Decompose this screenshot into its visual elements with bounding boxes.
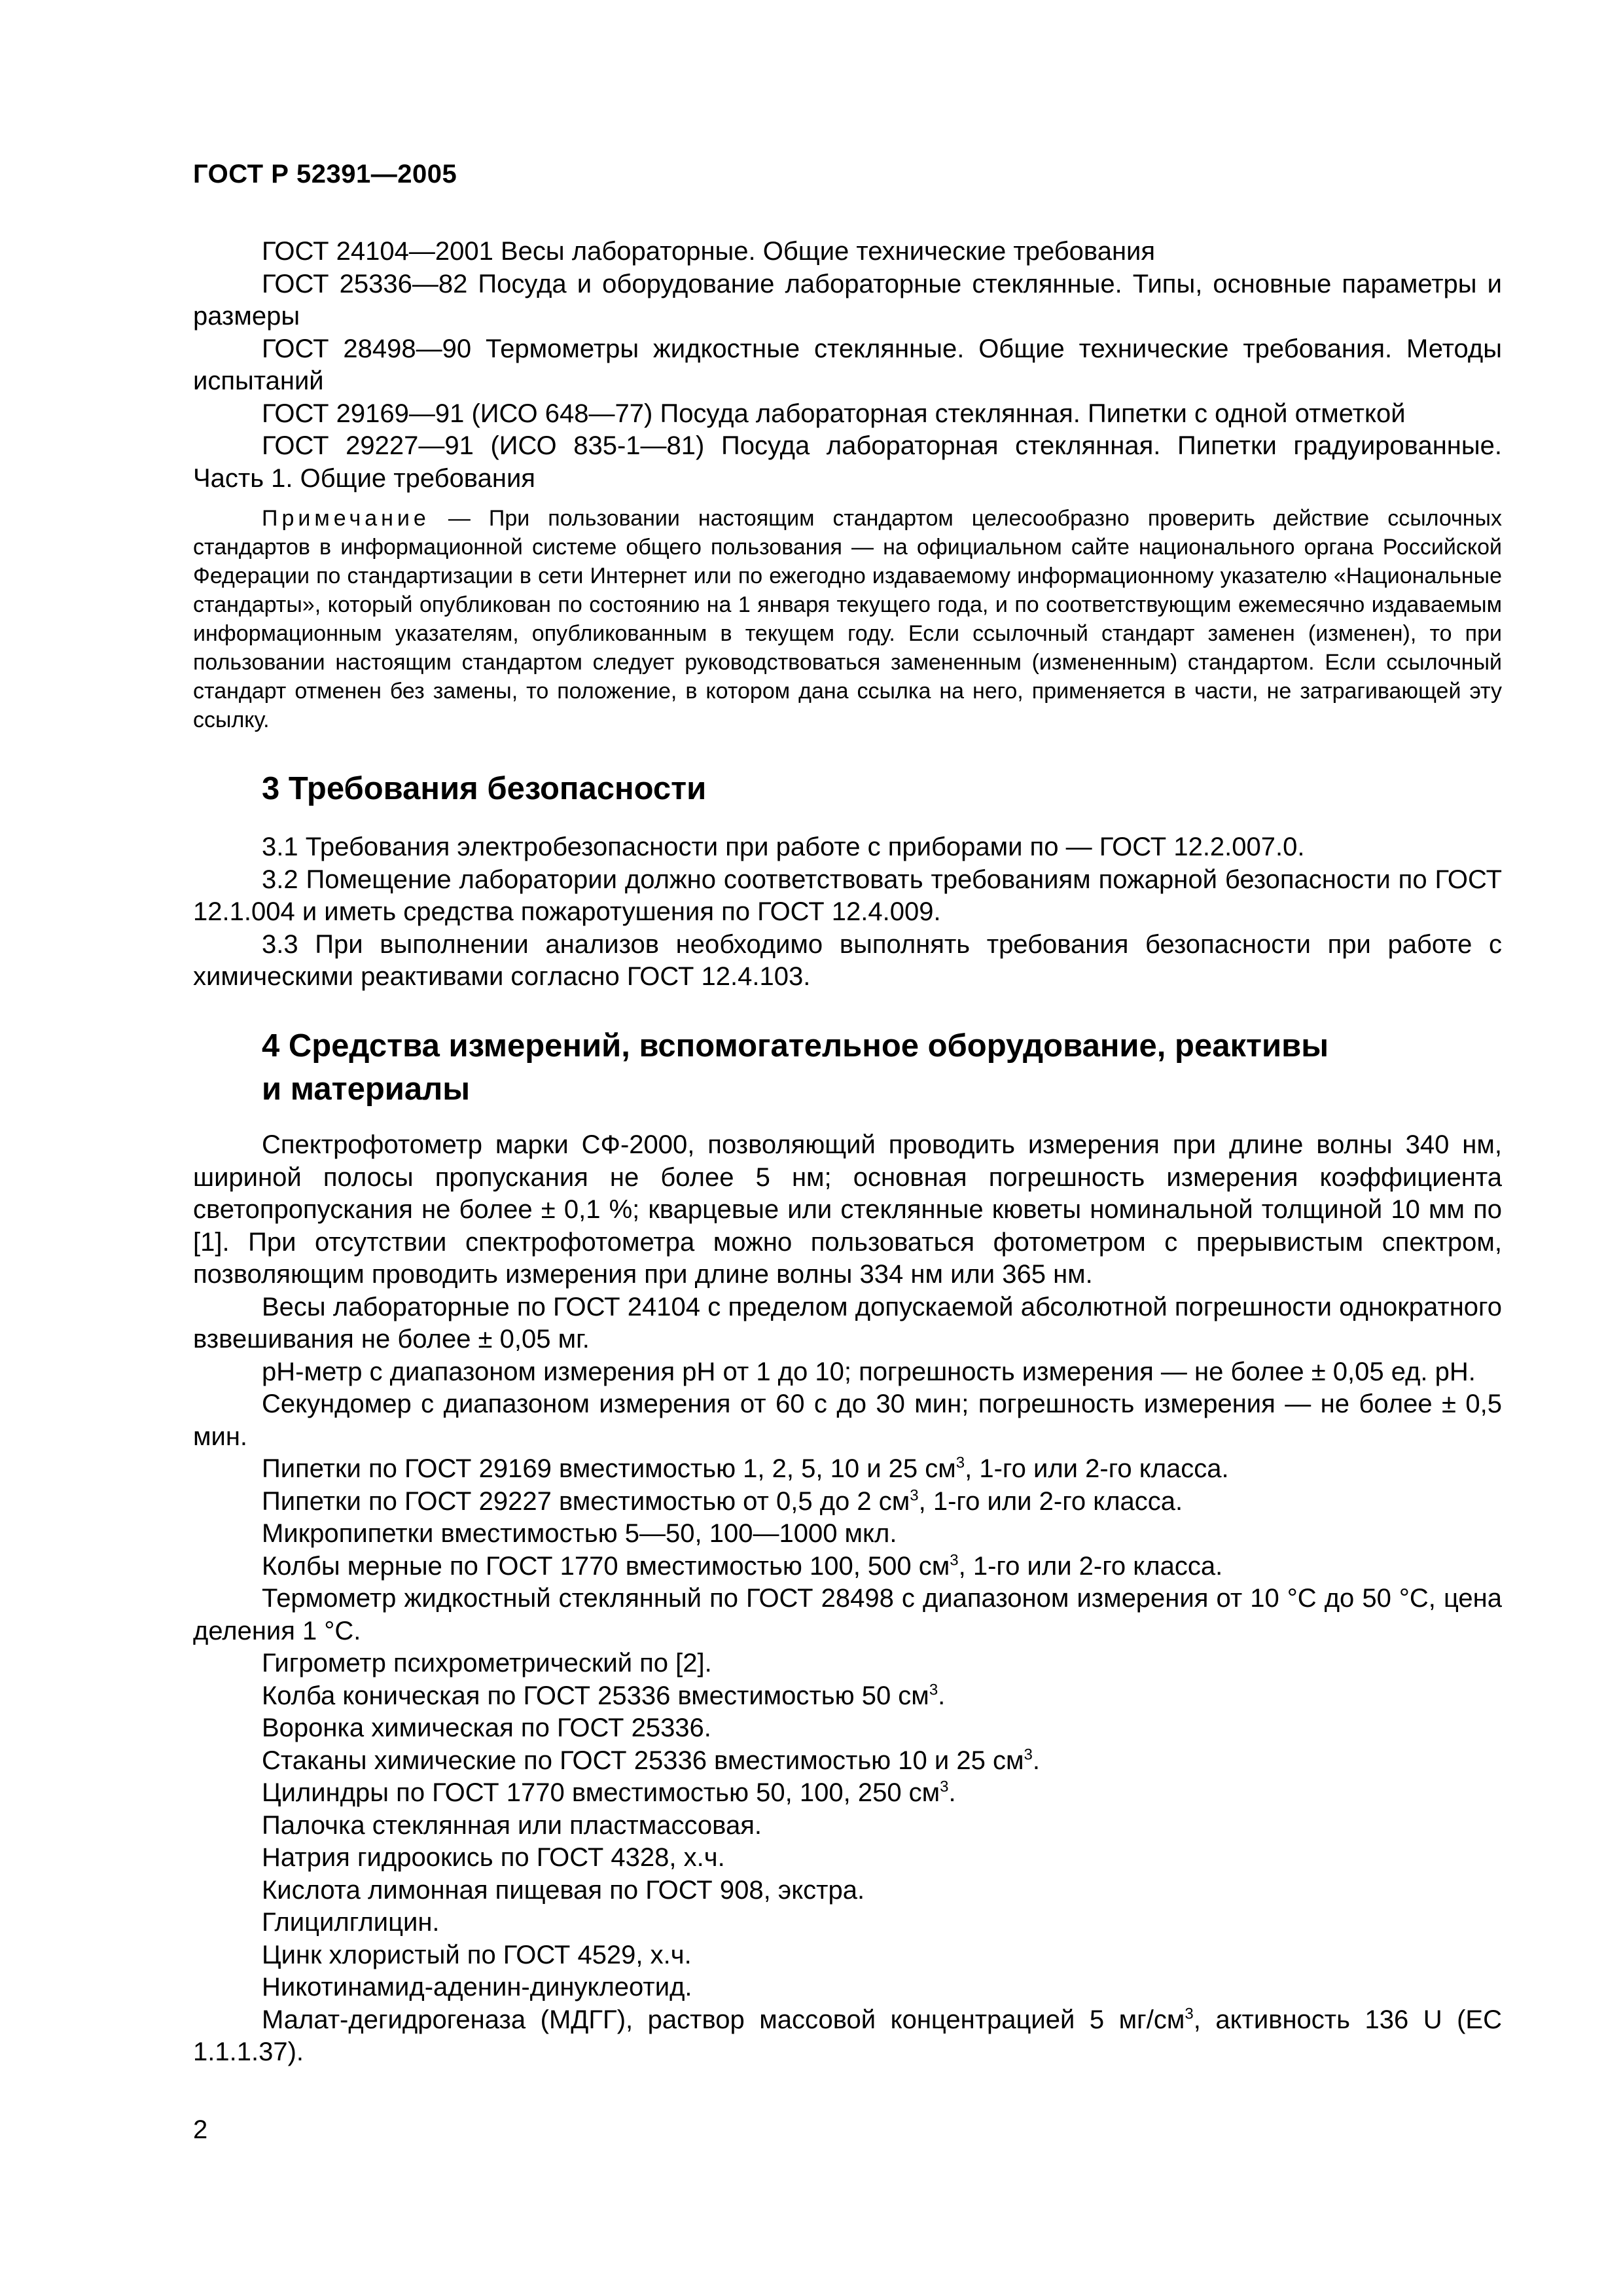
equipment-item bbox=[193, 1842, 1502, 1874]
note-label: Примечание bbox=[262, 506, 430, 531]
equipment-item-text: Воронка химическая по ГОСТ 25336. bbox=[262, 1713, 711, 1742]
equipment-item bbox=[193, 1486, 1502, 1518]
equipment-item-tail: , 1-го или 2-го класса. bbox=[918, 1486, 1183, 1516]
equipment-item-text: рН-метр с диапазоном измерения рН от 1 до 10; погрешность измерения — не более ± 0,05 ед. рН. bbox=[262, 1357, 1476, 1386]
superscript: 3 bbox=[929, 1681, 938, 1699]
note-text: — При пользовании настоящим стандартом целесообразно проверить действие ссылочных стандартов в информационной системе общего пользования — на официальном сайте национального органа Российской Федерации по стандартизации в сети Интернет или по ежегодно издаваемому информационному указателю «Национальные стандарты», который опубликован по состоянию на 1 января текущего года, и по соответствующим ежемесячно издаваемым информационным указателям, опубликованным в текущем году. Если ссылочный стандарт заменен (изменен), то при пользовании настоящим стандартом следует руководствоваться замененным (измененным) стандартом. Если ссылочный стандарт отменен без замены, то положение, в котором дана ссылка на него, применяется в части, не затрагивающей эту ссылку. bbox=[193, 506, 1502, 732]
equipment-item-text: Пипетки по ГОСТ 29227 вместимостью от 0,5 до 2 см bbox=[262, 1486, 910, 1516]
equipment-item-tail: , 1-го или 2-го класса. bbox=[958, 1551, 1223, 1581]
note-paragraph bbox=[193, 504, 1502, 734]
superscript: 3 bbox=[955, 1454, 965, 1472]
equipment-item bbox=[193, 1907, 1502, 1939]
equipment-item bbox=[193, 1777, 1502, 1810]
equipment-item bbox=[193, 1518, 1502, 1551]
superscript: 3 bbox=[910, 1486, 919, 1505]
superscript: 3 bbox=[1024, 1746, 1033, 1764]
equipment-item-tail: , 1-го или 2-го класса. bbox=[965, 1454, 1229, 1483]
equipment-item bbox=[193, 1551, 1502, 1583]
equipment-item bbox=[193, 1939, 1502, 1972]
superscript: 3 bbox=[1185, 2005, 1194, 2023]
equipment-item-text: Натрия гидроокись по ГОСТ 4328, х.ч. bbox=[262, 1843, 725, 1872]
equipment-item bbox=[193, 1810, 1502, 1842]
references-block bbox=[193, 236, 1502, 495]
equipment-item bbox=[193, 1129, 1502, 1291]
equipment-item-tail: . bbox=[1032, 1746, 1040, 1775]
equipment-list bbox=[193, 1129, 1502, 2069]
equipment-item-text: Палочка стеклянная или пластмассовая. bbox=[262, 1810, 762, 1840]
equipment-item-text: Глицилглицин. bbox=[262, 1908, 440, 1937]
equipment-item bbox=[193, 1388, 1502, 1453]
equipment-item-text: Весы лабораторные по ГОСТ 24104 с пределом допускаемой абсолютной погрешности однократного взвешивания не более ± 0,05 мг. bbox=[193, 1292, 1502, 1354]
equipment-item-text: Термометр жидкостный стеклянный по ГОСТ 28498 с диапазоном измерения от 10 °С до 50 °С, цена деления 1 °С. bbox=[193, 1584, 1502, 1645]
equipment-item-text: Стаканы химические по ГОСТ 25336 вместимостью 10 и 25 см bbox=[262, 1746, 1024, 1775]
equipment-item bbox=[193, 1291, 1502, 1356]
section-heading-line: и материалы bbox=[262, 1071, 471, 1107]
equipment-item-text: Гигрометр психрометрический по [2]. bbox=[262, 1649, 712, 1677]
section-heading: 3 Требования безопасности bbox=[262, 771, 707, 806]
section-heading-line: 4 Средства измерений, вспомогательное оборудование, реактивы bbox=[262, 1028, 1329, 1064]
equipment-item bbox=[193, 1874, 1502, 1907]
reference-item: ГОСТ 25336—82 Посуда и оборудование лабораторные стеклянные. Типы, основные параметры и размеры bbox=[193, 269, 1502, 331]
equipment-item-text: Пипетки по ГОСТ 29169 вместимостью 1, 2, 5, 10 и 25 см bbox=[262, 1454, 956, 1483]
section-paragraph: 3.2 Помещение лаборатории должно соответствовать требованиям пожарной безопасности по ГОСТ 12.1.004 и иметь средства пожаротушения по ГОСТ 12.4.009. bbox=[193, 865, 1502, 926]
reference-item: ГОСТ 24104—2001 Весы лабораторные. Общие технические требования bbox=[262, 237, 1156, 266]
equipment-item-text: Кислота лимонная пищевая по ГОСТ 908, экстра. bbox=[262, 1875, 865, 1905]
equipment-item bbox=[193, 1971, 1502, 2004]
section-heading bbox=[193, 1024, 1502, 1111]
reference-item: ГОСТ 29227—91 (ИСО 835-1—81) Посуда лабораторная стеклянная. Пипетки градуированные. Часть 1. Общие требования bbox=[193, 431, 1502, 493]
section-4 bbox=[193, 1024, 1502, 2069]
equipment-item-text: Цинк хлористый по ГОСТ 4529, х.ч. bbox=[262, 1940, 692, 1969]
equipment-item-tail: . bbox=[938, 1681, 946, 1710]
section-paragraph: 3.3 При выполнении анализов необходимо выполнять требования безопасности при работе с химическими реактивами согласно ГОСТ 12.4.103. bbox=[193, 929, 1502, 991]
document-header: ГОСТ Р 52391—2005 bbox=[193, 160, 457, 188]
superscript: 3 bbox=[940, 1778, 949, 1796]
equipment-item-text: Колбы мерные по ГОСТ 1770 вместимостью 100, 500 см bbox=[262, 1551, 950, 1581]
superscript: 3 bbox=[950, 1551, 959, 1570]
equipment-item bbox=[193, 1712, 1502, 1745]
note-block bbox=[193, 504, 1502, 734]
equipment-item-text: Спектрофотометр марки СФ-2000, позволяющий проводить измерения при длине волны 340 нм, шириной полосы пропускания не более 5 нм; основная погрешность измерения коэффициента светопропускания не более ± 0,1 %; кварцевые или стеклянные кюветы номинальной толщиной 10 мм по [1]. При отсутствии спектрофотометра можно пользоваться фотометром с прерывистым спектром, позволяющим проводить измерения при длине волны 334 нм или 365 нм. bbox=[193, 1130, 1502, 1289]
equipment-item bbox=[193, 1680, 1502, 1713]
equipment-item-text: Никотинамид-аденин-динуклеотид. bbox=[262, 1973, 692, 2001]
equipment-item bbox=[193, 1745, 1502, 1778]
section-3 bbox=[193, 767, 1502, 994]
equipment-item bbox=[193, 1356, 1502, 1389]
equipment-item-text: Малат-дегидрогеназа (МДГГ), раствор массовой концентрацией 5 мг/см bbox=[262, 2005, 1185, 2034]
section-paragraph: 3.1 Требования электробезопасности при работе с приборами по — ГОСТ 12.2.007.0. bbox=[262, 833, 1305, 861]
equipment-item-text: Микропипетки вместимостью 5—50, 100—1000 мкл. bbox=[262, 1519, 897, 1548]
equipment-item-text: Колба коническая по ГОСТ 25336 вместимостью 50 см bbox=[262, 1681, 929, 1710]
equipment-item-tail: . bbox=[948, 1778, 956, 1807]
equipment-item bbox=[193, 1647, 1502, 1680]
page-number: 2 bbox=[193, 2115, 208, 2144]
equipment-item bbox=[193, 1453, 1502, 1486]
equipment-item bbox=[193, 1583, 1502, 1647]
reference-item: ГОСТ 28498—90 Термометры жидкостные стеклянные. Общие технические требования. Методы испытаний bbox=[193, 334, 1502, 395]
equipment-item bbox=[193, 2004, 1502, 2069]
equipment-item-text: Секундомер с диапазоном измерения от 60 с до 30 мин; погрешность измерения — не более ± 0,5 мин. bbox=[193, 1390, 1502, 1451]
equipment-item-text: Цилиндры по ГОСТ 1770 вместимостью 50, 100, 250 см bbox=[262, 1778, 940, 1807]
equipment-item-tail: , активность 136 U (ЕС 1.1.1.37). bbox=[193, 2005, 1502, 2066]
reference-item: ГОСТ 29169—91 (ИСО 648—77) Посуда лабораторная стеклянная. Пипетки с одной отметкой bbox=[262, 399, 1406, 428]
